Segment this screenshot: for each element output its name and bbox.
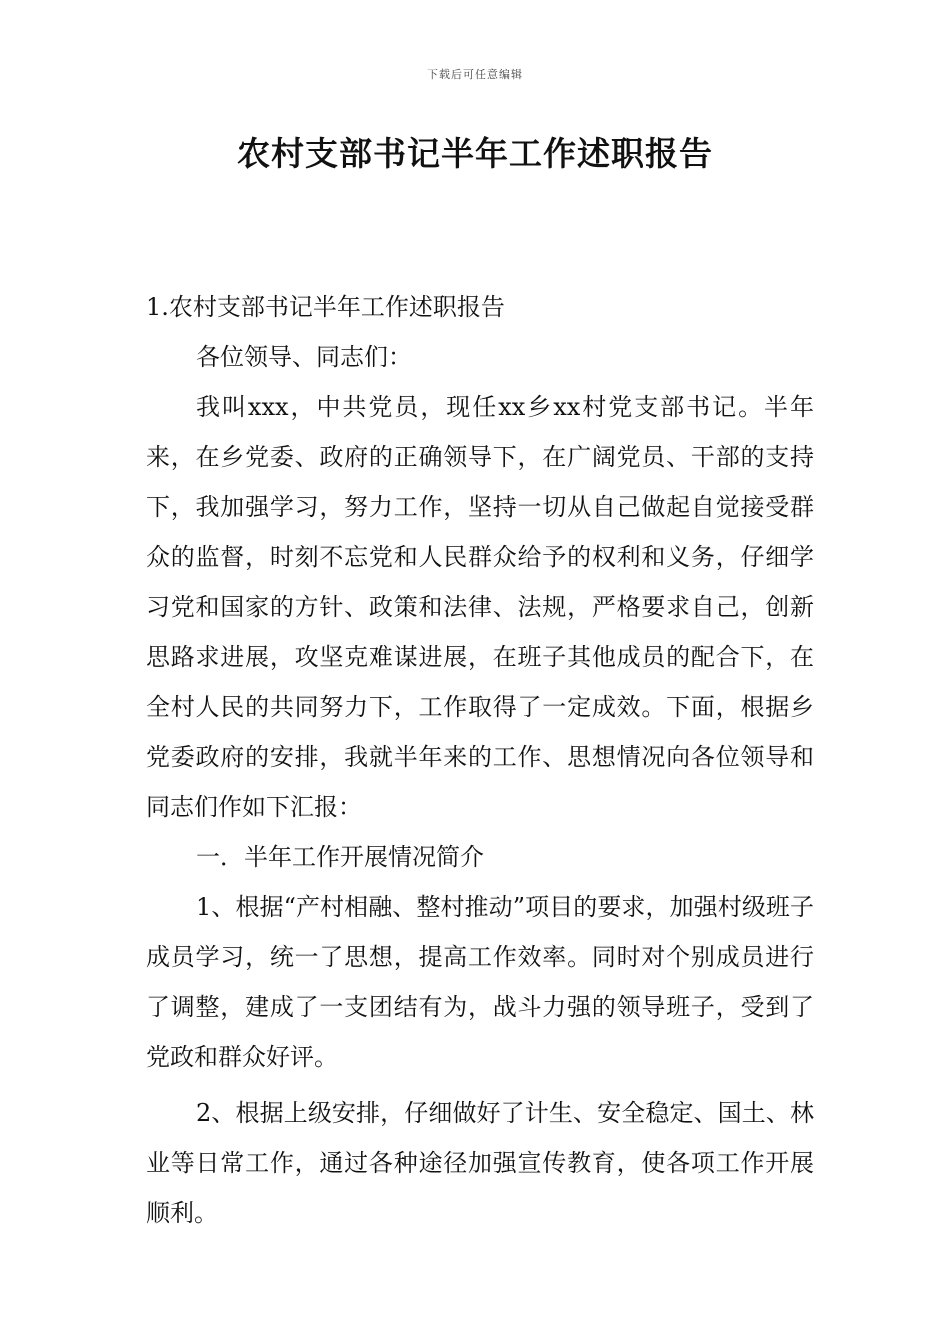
document-body — [146, 282, 814, 1238]
document-title: 农村支部书记半年工作述职报告 — [237, 134, 713, 173]
paragraph-subheading: 一．半年工作开展情况简介 — [196, 843, 484, 871]
paragraph-intro: 我叫xxx，中共党员，现任xx乡xx村党支部书记。半年来，在乡党委、政府的正确领导下，在广阔党员、干部的支持下，我加强学习，努力工作，坚持一切从自己做起自觉接受群众的监督，时刻不忘党和人民群众给予的权利和义务，仔细学习党和国家的方针、政策和法律、法规，严格要求自己，创新思路求进展，攻坚克难谋进展，在班子其他成员的配合下，在全村人民的共同努力下，工作取得了一定成效。下面，根据乡党委政府的安排，我就半年来的工作、思想情况向各位领导和同志们作如下汇报： — [146, 393, 814, 821]
section-heading: 1.农村支部书记半年工作述职报告 — [146, 293, 505, 321]
salutation: 各位领导、同志们： — [196, 343, 412, 371]
header-note: 下载后可任意编辑 — [427, 68, 523, 81]
paragraph-item-1: 1、根据“产村相融、整村推动”项目的要求，加强村级班子成员学习，统一了思想，提高工作效率。同时对个别成员进行了调整，建成了一支团结有为，战斗力强的领导班子，受到了党政和群众好评。 — [146, 893, 814, 1071]
paragraph-item-2: 2、根据上级安排，仔细做好了计生、安全稳定、国土、林业等日常工作，通过各种途径加强宣传教育，使各项工作开展顺利。 — [146, 1099, 814, 1227]
